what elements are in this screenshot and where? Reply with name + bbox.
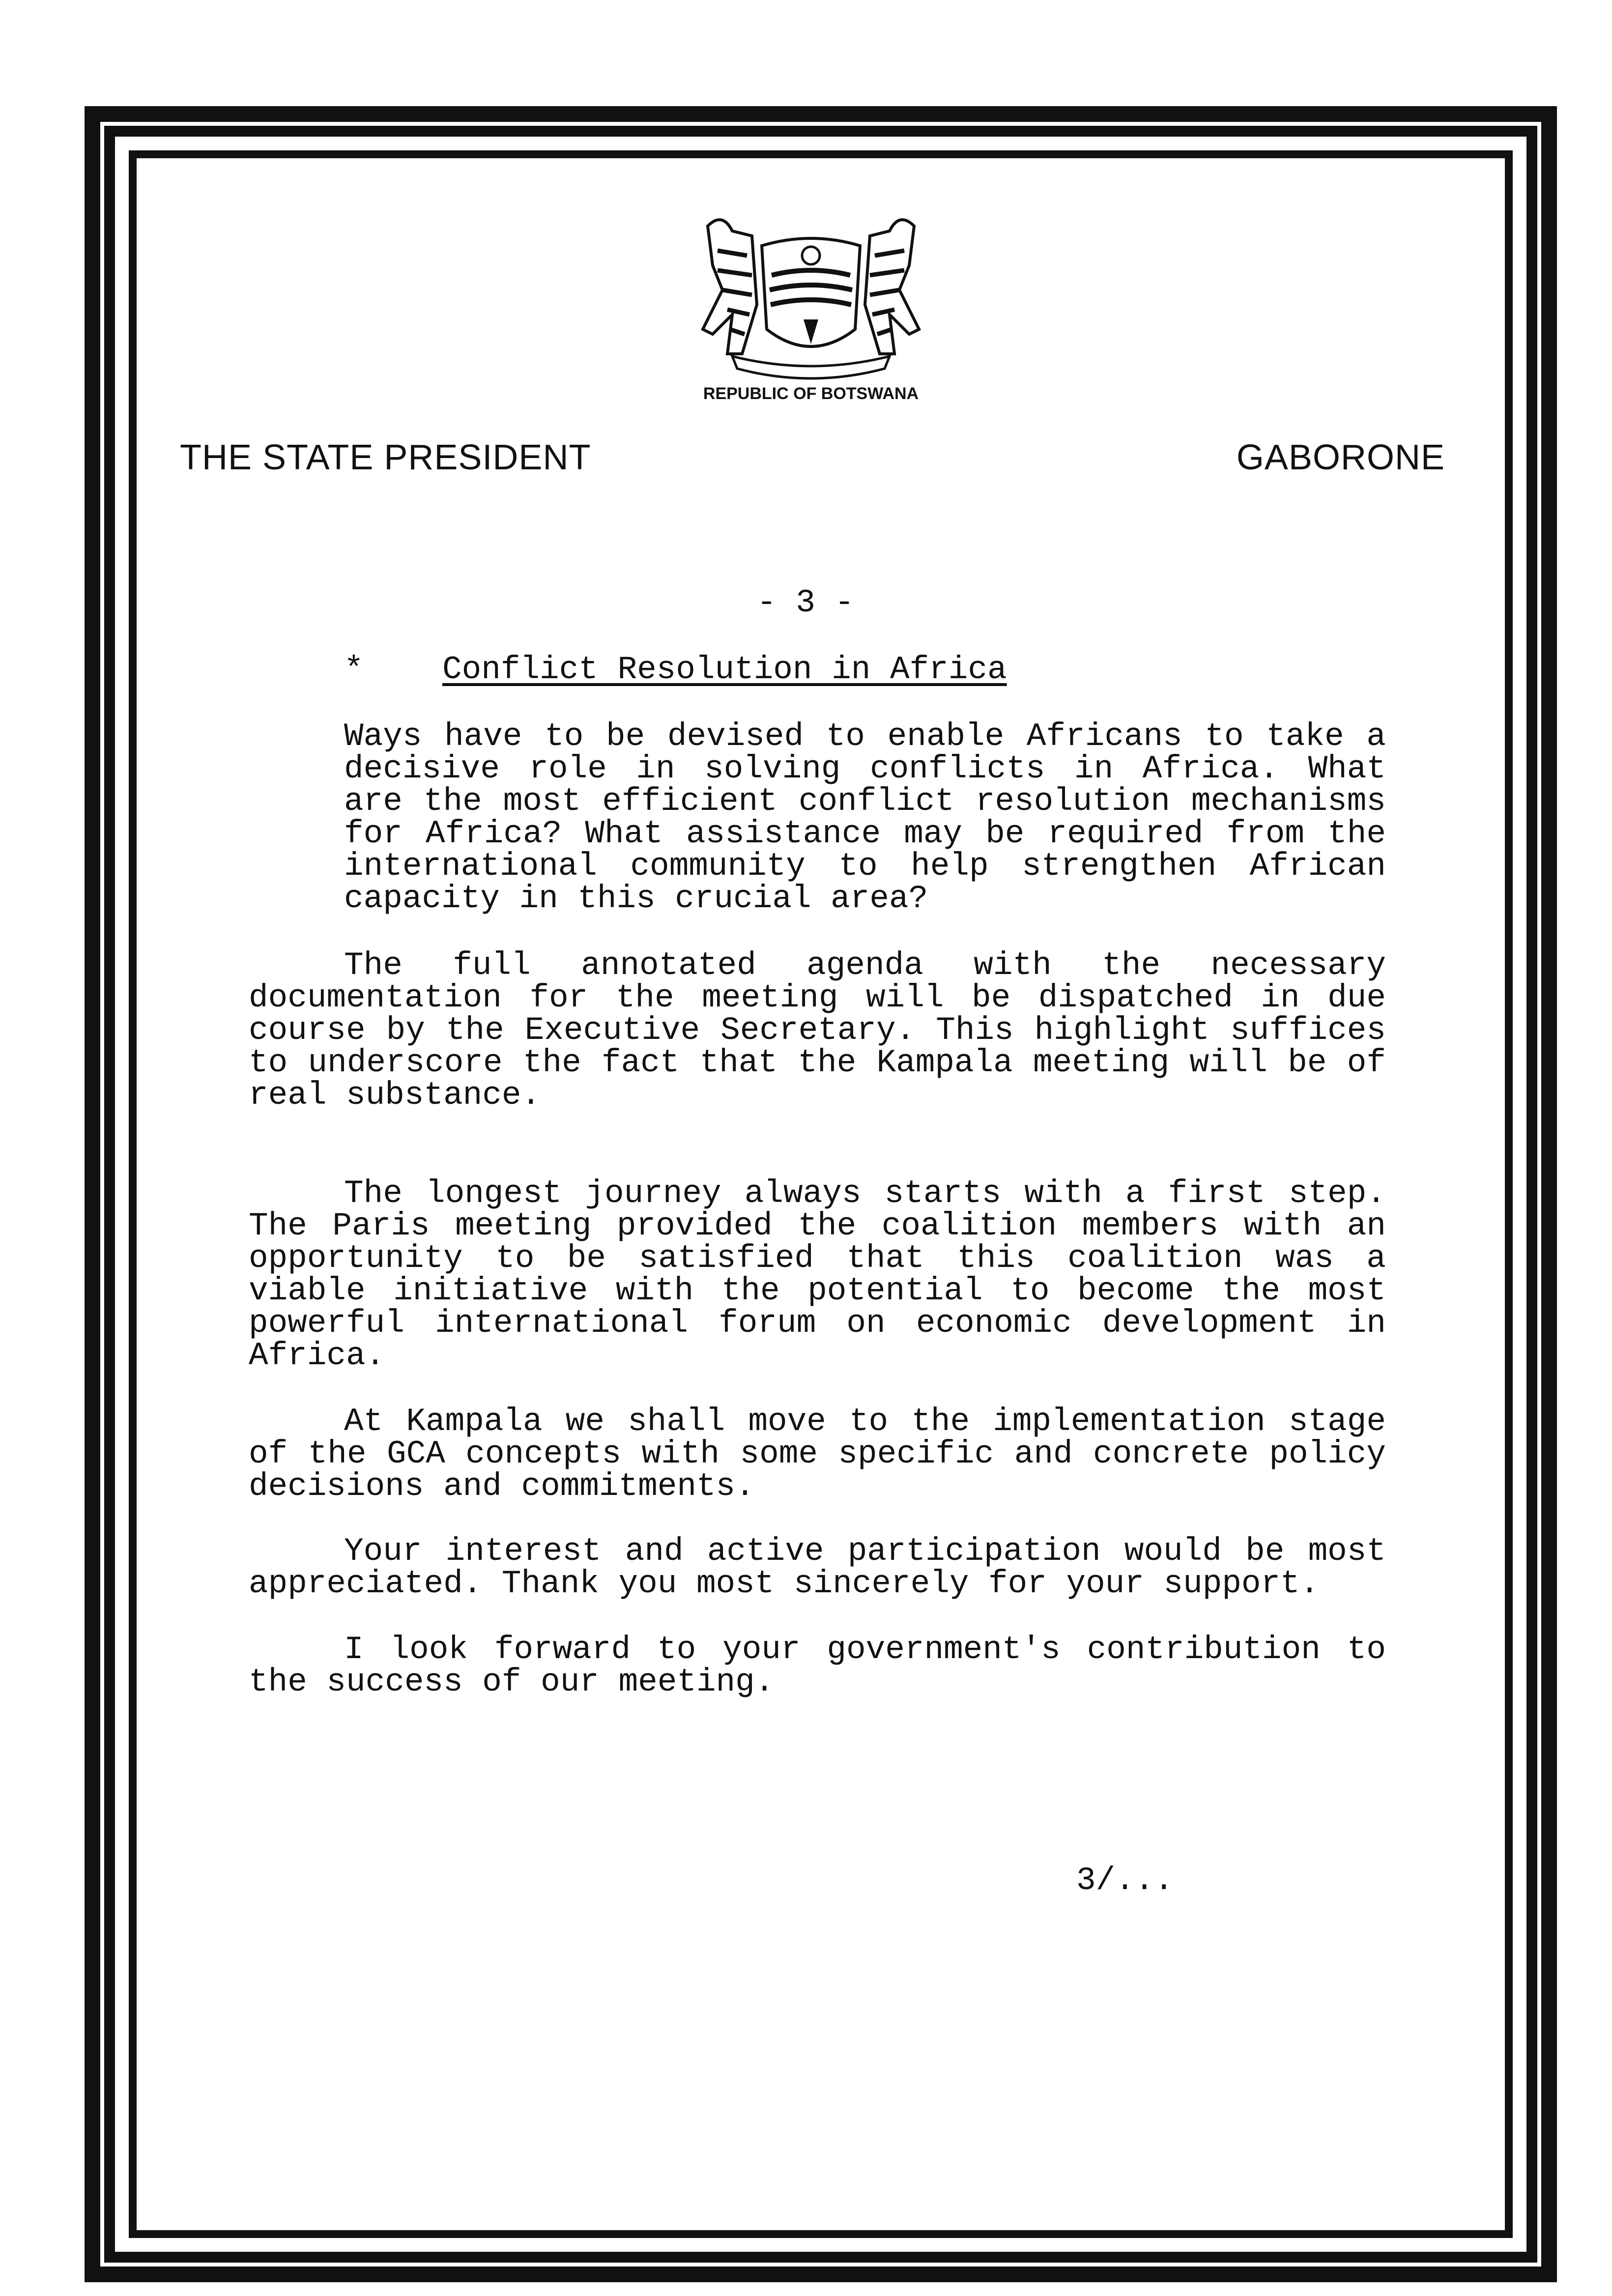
section-title: Conflict Resolution in Africa — [442, 651, 1007, 688]
crest-caption: REPUBLIC OF BOTSWANA — [703, 384, 919, 403]
paragraph-longest-journey: The longest journey always starts with a first step. The Paris meeting provided the coalition members with an opportunity to be satisfied that this coalition was a viable initiative with the potential to become the most powerful international forum on economic development in Africa. — [249, 1175, 1386, 1374]
paragraph-participation: Your interest and active participation would be most appreciated. Thank you most sincerely for your support. — [249, 1533, 1386, 1602]
paragraph-agenda: The full annotated agenda with the necessary documentation for the meeting will be dispatched in due course by the Executive Secretary. This highlight suffices to underscore the fact that the Kampala meeting will be of real substance. — [249, 947, 1386, 1114]
paragraph-kampala: At Kampala we shall move to the implementation stage of the GCA concepts with some specific and concrete policy decisions and commitments. — [249, 1403, 1386, 1505]
sender-location: GABORONE — [1236, 438, 1445, 477]
section-heading — [344, 651, 1007, 688]
page-number: - 3 - — [757, 584, 855, 621]
sender-title: THE STATE PRESIDENT — [180, 438, 591, 477]
paragraph-conflict-resolution: Ways have to be devised to enable Africans to take a decisive role in solving conflicts in Africa. What are the most efficient conflict resolution mechanisms for Africa? What assistance may be required from the international community to help strengthen African capacity in this crucial area? — [344, 718, 1386, 917]
bullet-asterisk: * — [344, 651, 364, 688]
paragraph-closing: I look forward to your government's contribution to the success of our meeting. — [249, 1631, 1386, 1700]
coat-of-arms-icon — [678, 206, 944, 403]
continuation-marker: 3/... — [1076, 1862, 1174, 1899]
